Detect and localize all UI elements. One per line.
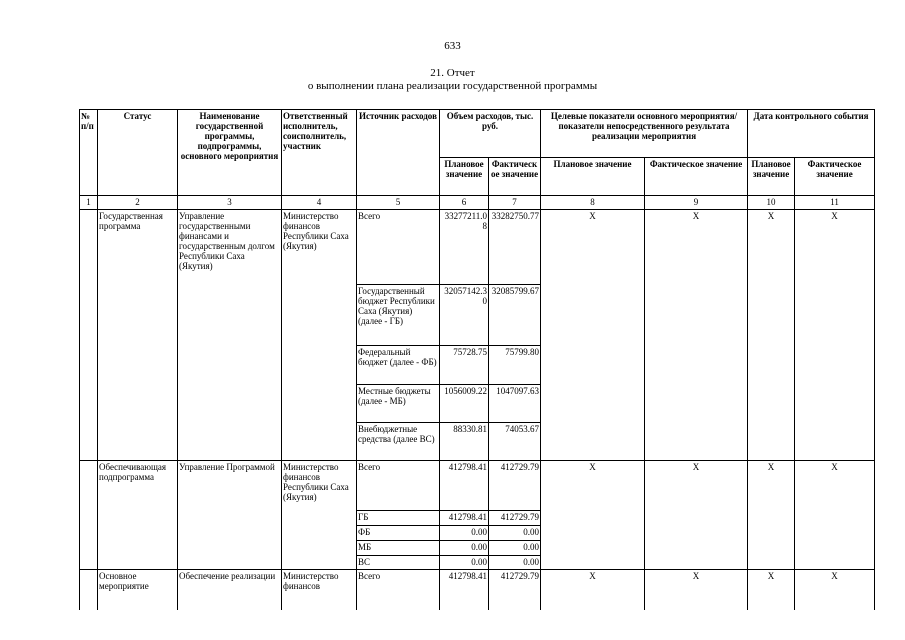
row-executor: Министерство финансов Республики Саха (Якутия) (282, 210, 357, 461)
row-number (80, 210, 98, 461)
row-plan-value: 1056009.22 (440, 385, 489, 423)
row-date-fact: X (795, 570, 875, 610)
row-name: Управление государственными финансами и государственным долгом Республики Саха (Якутия) (178, 210, 282, 461)
table-row (80, 461, 875, 511)
row-plan-value: 412798.41 (440, 461, 489, 511)
row-plan-value: 75728.75 (440, 346, 489, 385)
row-source: МБ (357, 541, 440, 556)
row-source: Государственный бюджет Республики Саха (Якутия) (далее - ГБ) (357, 285, 440, 346)
row-source: Всего (357, 461, 440, 511)
row-indicator-plan: X (541, 210, 645, 461)
row-status: Обеспечивающая подпрограмма (98, 461, 178, 570)
row-fact-value: 412729.79 (489, 570, 541, 610)
column-number: 9 (645, 196, 748, 210)
title-line-2: о выполнении плана реализации государственной программы (307, 80, 598, 92)
row-fact-value: 0.00 (489, 526, 541, 541)
row-source: Местные бюджеты (далее - МБ) (357, 385, 440, 423)
header-number: № п/п (80, 110, 98, 196)
row-source: ВС (357, 556, 440, 570)
row-status: Основное мероприятие (98, 570, 178, 610)
row-source: Внебюджетные средства (далее ВС) (357, 423, 440, 461)
row-source: Федеральный бюджет (далее - ФБ) (357, 346, 440, 385)
row-indicator-fact: X (645, 570, 748, 610)
header-indicators-plan: Плановое значение (541, 158, 645, 196)
row-fact-value: 0.00 (489, 556, 541, 570)
table-row (80, 210, 875, 285)
row-plan-value: 0.00 (440, 541, 489, 556)
row-indicator-plan: X (541, 570, 645, 610)
row-date-fact: X (795, 210, 875, 461)
column-number: 7 (489, 196, 541, 210)
column-number: 5 (357, 196, 440, 210)
row-status: Государственная программа (98, 210, 178, 461)
header-name: Наименование государственной программы, подпрограммы, основного мероприятия (178, 110, 282, 196)
row-source: ФБ (357, 526, 440, 541)
row-fact-value: 1047097.63 (489, 385, 541, 423)
header-date-fact: Фактическое значение (795, 158, 875, 196)
row-executor: Министерство финансов Республики Саха (Якутия) (282, 461, 357, 570)
row-source: ГБ (357, 511, 440, 526)
header-indicators: Целевые показатели основного мероприятия/показатели непосредственного результата реализации мероприятия (541, 110, 748, 158)
header-executor: Ответственный исполнитель, соисполнитель, участник (282, 110, 357, 196)
header-source: Источник расходов (357, 110, 440, 196)
row-plan-value: 88330.81 (440, 423, 489, 461)
row-fact-value: 33282750.77 (489, 210, 541, 285)
row-number (80, 570, 98, 610)
table-row (80, 570, 875, 610)
header-status: Статус (98, 110, 178, 196)
column-number: 6 (440, 196, 489, 210)
row-number (80, 461, 98, 570)
row-fact-value: 412729.79 (489, 461, 541, 511)
header-expenses-fact: Фактическое значение (489, 158, 541, 196)
column-number: 2 (98, 196, 178, 210)
row-indicator-fact: X (645, 461, 748, 570)
row-date-plan: X (748, 461, 795, 570)
row-date-plan: X (748, 570, 795, 610)
row-plan-value: 0.00 (440, 526, 489, 541)
header-indicators-fact: Фактическое значение (645, 158, 748, 196)
row-plan-value: 412798.41 (440, 570, 489, 610)
row-name: Управление Программой (178, 461, 282, 570)
column-number: 1 (80, 196, 98, 210)
page-number: 633 (444, 40, 461, 52)
row-plan-value: 412798.41 (440, 511, 489, 526)
row-plan-value: 32057142.30 (440, 285, 489, 346)
header-date-plan: Плановое значение (748, 158, 795, 196)
row-indicator-plan: X (541, 461, 645, 570)
row-fact-value: 0.00 (489, 541, 541, 556)
header-expenses-plan: Плановое значение (440, 158, 489, 196)
row-source: Всего (357, 210, 440, 285)
row-name: Обеспечение реализации (178, 570, 282, 610)
header-row-1 (80, 110, 875, 158)
header-expenses: Объем расходов, тыс. руб. (440, 110, 541, 158)
row-date-plan: X (748, 210, 795, 461)
row-fact-value: 75799.80 (489, 346, 541, 385)
row-source: Всего (357, 570, 440, 610)
column-number: 3 (178, 196, 282, 210)
row-plan-value: 0.00 (440, 556, 489, 570)
row-fact-value: 32085799.67 (489, 285, 541, 346)
row-date-fact: X (795, 461, 875, 570)
row-fact-value: 412729.79 (489, 511, 541, 526)
report-table (79, 109, 875, 610)
report-title (0, 67, 905, 93)
row-fact-value: 74053.67 (489, 423, 541, 461)
column-number: 10 (748, 196, 795, 210)
row-executor: Министерство финансов (282, 570, 357, 610)
column-number: 8 (541, 196, 645, 210)
row-plan-value: 33277211.08 (440, 210, 489, 285)
header-control-date: Дата контрольного события (748, 110, 875, 158)
column-number: 11 (795, 196, 875, 210)
title-line-1: 21. Отчет (430, 67, 475, 79)
row-indicator-fact: X (645, 210, 748, 461)
column-number: 4 (282, 196, 357, 210)
column-number-row (80, 196, 875, 210)
